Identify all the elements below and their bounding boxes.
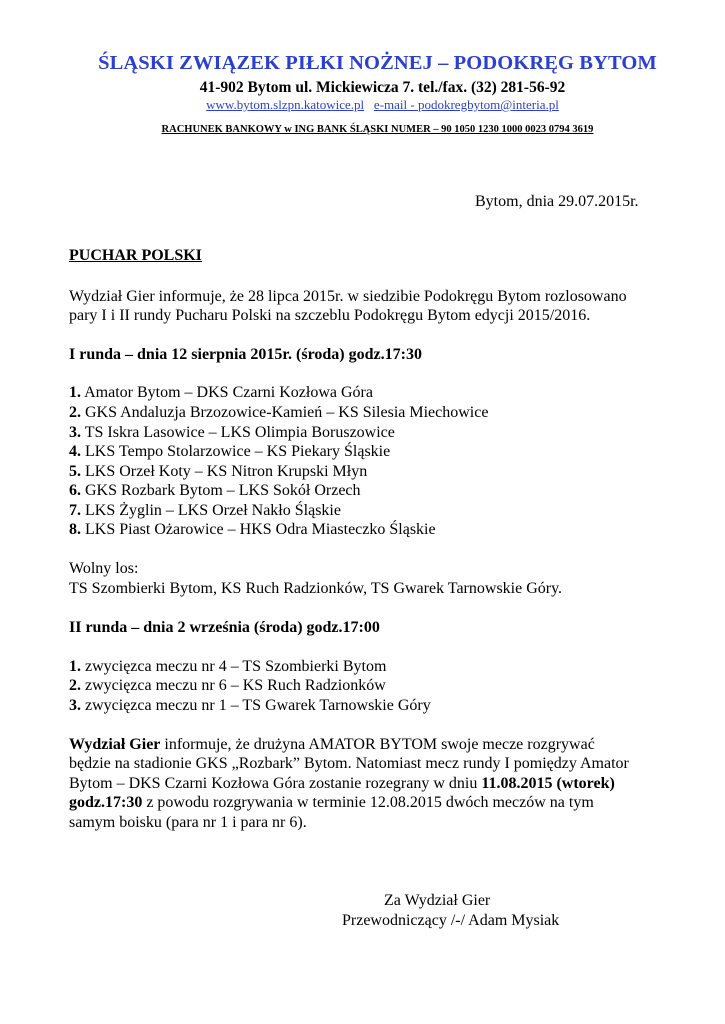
match-number: 2. bbox=[69, 404, 81, 421]
email-label: e-mail - bbox=[373, 97, 418, 112]
match-text: GKS Andaluzja Brzozowice-Kamień – KS Silesia Miechowice bbox=[81, 404, 489, 421]
round1-match bbox=[69, 423, 395, 443]
notice-date: 11.08.2015 (wtorek) bbox=[481, 775, 615, 792]
notice-line-3 bbox=[69, 774, 615, 794]
round2-match bbox=[69, 676, 386, 696]
match-number: 1. bbox=[69, 658, 81, 675]
round1-match bbox=[69, 481, 361, 501]
bye-label: Wolny los: bbox=[69, 560, 139, 577]
match-number: 7. bbox=[69, 502, 81, 519]
match-text: LKS Orzeł Koty – KS Nitron Krupski Młyn bbox=[81, 463, 368, 480]
notice-line-2: będzie na stadionie GKS „Rozbark” Bytom. Natomiast mecz rundy I pomiędzy Amator bbox=[69, 755, 629, 772]
round2-match bbox=[69, 657, 386, 677]
intro-line-1: Wydział Gier informuje, że 28 lipca 2015r. w siedzibie Podokręgu Bytom rozlosowano bbox=[69, 288, 627, 305]
round1-match bbox=[69, 403, 488, 423]
notice-time: godz.17:30 bbox=[69, 794, 143, 811]
round2-match bbox=[69, 696, 431, 716]
contact-line bbox=[0, 97, 725, 113]
match-number: 2. bbox=[69, 677, 81, 694]
match-number: 3. bbox=[69, 697, 81, 714]
email-link[interactable]: podokregbytom@interia.pl bbox=[417, 97, 559, 112]
match-text: TS Iskra Lasowice – LKS Olimpia Boruszowice bbox=[81, 424, 395, 441]
signature-line-2: Przewodniczący /-/ Adam Mysiak bbox=[342, 912, 560, 929]
notice-line-1 bbox=[69, 735, 595, 755]
organization-title: ŚLĄSKI ZWIĄZEK PIŁKI NOŻNEJ – PODOKRĘG BYTOM bbox=[98, 52, 657, 74]
match-number: 3. bbox=[69, 424, 81, 441]
notice-emphasis: Wydział Gier bbox=[69, 736, 161, 753]
match-text: LKS Piast Ożarowice – HKS Odra Miasteczko Śląskie bbox=[81, 521, 436, 538]
match-text: LKS Tempo Stolarzowice – KS Piekary Śląskie bbox=[81, 443, 391, 460]
match-number: 5. bbox=[69, 463, 81, 480]
date-line: Bytom, dnia 29.07.2015r. bbox=[475, 193, 639, 210]
round1-match bbox=[69, 501, 341, 521]
signature-line-1: Za Wydział Gier bbox=[384, 892, 491, 909]
round1-heading: I runda – dnia 12 sierpnia 2015r. (środa) godz.17:30 bbox=[69, 346, 422, 363]
organization-address: 41-902 Bytom ul. Mickiewicza 7. tel./fax. (32) 281-56-92 bbox=[199, 79, 566, 96]
notice-text: informuje, że drużyna AMATOR BYTOM swoje mecze rozgrywać bbox=[160, 736, 595, 753]
bank-account: RACHUNEK BANKOWY w ING BANK ŚLĄSKI NUMER – 90 1050 1230 1000 0023 0794 3619 bbox=[161, 124, 594, 135]
match-text: zwycięzca meczu nr 6 – KS Ruch Radzionków bbox=[81, 677, 386, 694]
round2-heading: II runda – dnia 2 września (środa) godz.17:00 bbox=[69, 619, 380, 636]
section-title: PUCHAR POLSKI bbox=[69, 247, 202, 264]
match-text: LKS Żyglin – LKS Orzeł Nakło Śląskie bbox=[81, 502, 341, 519]
notice-line-4 bbox=[69, 793, 594, 813]
bye-teams: TS Szombierki Bytom, KS Ruch Radzionków, TS Gwarek Tarnowskie Góry. bbox=[69, 580, 563, 597]
match-number: 1. bbox=[69, 384, 81, 401]
intro-line-2: pary I i II rundy Pucharu Polski na szczeblu Podokręgu Bytom edycji 2015/2016. bbox=[69, 307, 591, 324]
match-number: 8. bbox=[69, 521, 81, 538]
website-link[interactable]: www.bytom.slzpn.katowice.pl bbox=[206, 97, 365, 112]
round1-match bbox=[69, 520, 436, 540]
match-number: 4. bbox=[69, 443, 81, 460]
notice-text: z powodu rozgrywania w terminie 12.08.2015 dwóch meczów na tym bbox=[142, 794, 594, 811]
match-text: zwycięzca meczu nr 4 – TS Szombierki Bytom bbox=[81, 658, 387, 675]
notice-line-5: samym boisku (para nr 1 i para nr 6). bbox=[69, 814, 307, 831]
match-number: 6. bbox=[69, 482, 81, 499]
match-text: Amator Bytom – DKS Czarni Kozłowa Góra bbox=[81, 384, 373, 401]
match-text: GKS Rozbark Bytom – LKS Sokół Orzech bbox=[81, 482, 361, 499]
match-text: zwycięzca meczu nr 1 – TS Gwarek Tarnowskie Góry bbox=[81, 697, 431, 714]
notice-text: Bytom – DKS Czarni Kozłowa Góra zostanie rozegrany w dniu bbox=[69, 775, 482, 792]
round1-match bbox=[69, 442, 390, 462]
round1-match bbox=[69, 462, 367, 482]
round1-match bbox=[69, 383, 373, 403]
